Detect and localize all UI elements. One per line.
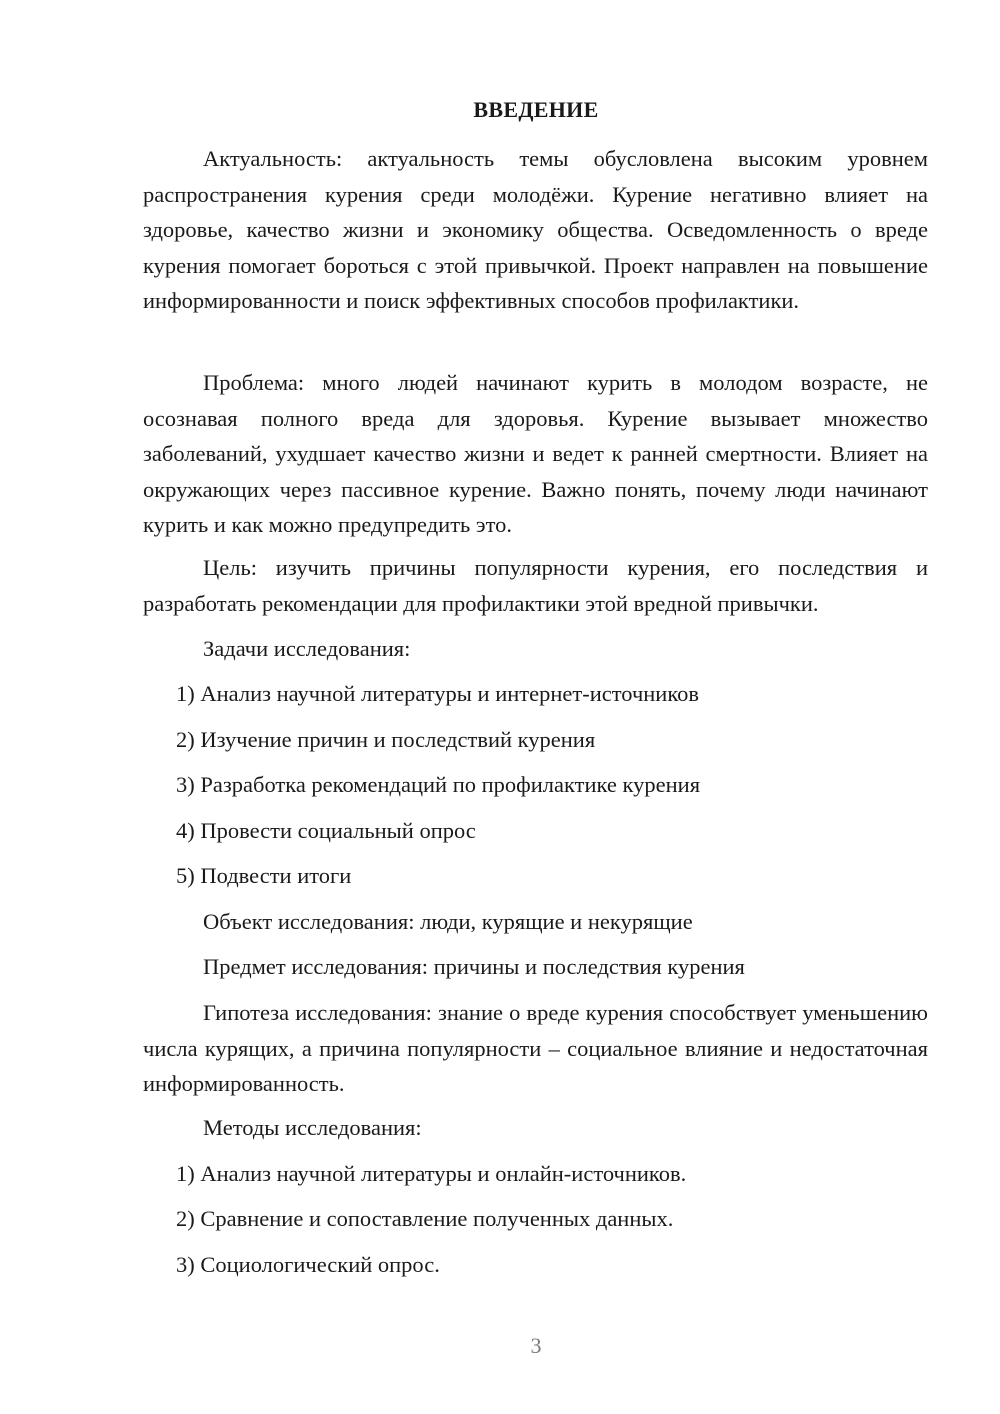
- relevance-block: [143, 141, 928, 319]
- hypothesis-block: [143, 995, 928, 1102]
- task-item: 1) Анализ научной литературы и интернет-источников: [176, 681, 700, 706]
- goal-block: [143, 550, 928, 621]
- method-item: 3) Социологический опрос.: [176, 1252, 440, 1277]
- tasks-list: [143, 676, 928, 712]
- tasks-list-row: [143, 858, 928, 894]
- tasks-list-row: [143, 767, 928, 803]
- goal-paragraph: Цель: изучить причины популярности курения, его последствия и разработать рекомендации для профилактики этой вредной привычки.: [143, 555, 928, 616]
- task-item: 2) Изучение причин и последствий курения: [176, 727, 596, 752]
- task-item: 4) Провести социальный опрос: [176, 818, 476, 843]
- methods-list: [143, 1156, 928, 1192]
- page-number: 3: [530, 1333, 542, 1358]
- tasks-heading: Задачи исследования:: [203, 636, 411, 661]
- methods-heading-block: [143, 1110, 928, 1146]
- tasks-list-row: [143, 813, 928, 849]
- methods-heading: Методы исследования:: [203, 1115, 422, 1140]
- task-item: 3) Разработка рекомендаций по профилактике курения: [176, 772, 701, 797]
- relevance-paragraph: Актуальность: актуальность темы обусловлена высоким уровнем распространения курения среди молодёжи. Курение негативно влияет на здоровье, качество жизни и экономику общества. Осведомленность о вреде курения помогает бороться с этой привычкой. Проект направлен на повышение информированности и поиск эффективных способов профилактики.: [143, 146, 928, 313]
- object-line: Объект исследования: люди, курящие и некурящие: [203, 909, 693, 934]
- method-item: 1) Анализ научной литературы и онлайн-источников.: [176, 1161, 687, 1186]
- tasks-heading-block: [143, 631, 928, 667]
- task-item: 5) Подвести итоги: [176, 863, 352, 888]
- method-item: 2) Сравнение и сопоставление полученных данных.: [176, 1206, 674, 1231]
- tasks-list-row: [143, 722, 928, 758]
- section-title: ВВЕДЕНИЕ: [473, 97, 599, 122]
- subject-block: [143, 949, 928, 985]
- hypothesis-paragraph: Гипотеза исследования: знание о вреде курения способствует уменьшению числа курящих, а причина популярности – социальное влияние и недостаточная информированность.: [143, 1000, 928, 1096]
- subject-line: Предмет исследования: причины и последствия курения: [203, 954, 745, 979]
- problem-paragraph: Проблема: много людей начинают курить в молодом возрасте, не осознавая полного вреда для здоровья. Курение вызывает множество заболеваний, ухудшает качество жизни и ведет к ранней смертности. Влияет на окружающих через пассивное курение. Важно понять, почему люди начинают курить и как можно предупредить это.: [143, 370, 928, 537]
- methods-list-row: [143, 1201, 928, 1237]
- problem-block: [143, 365, 928, 543]
- methods-list-row: [143, 1247, 928, 1283]
- object-block: [143, 904, 928, 940]
